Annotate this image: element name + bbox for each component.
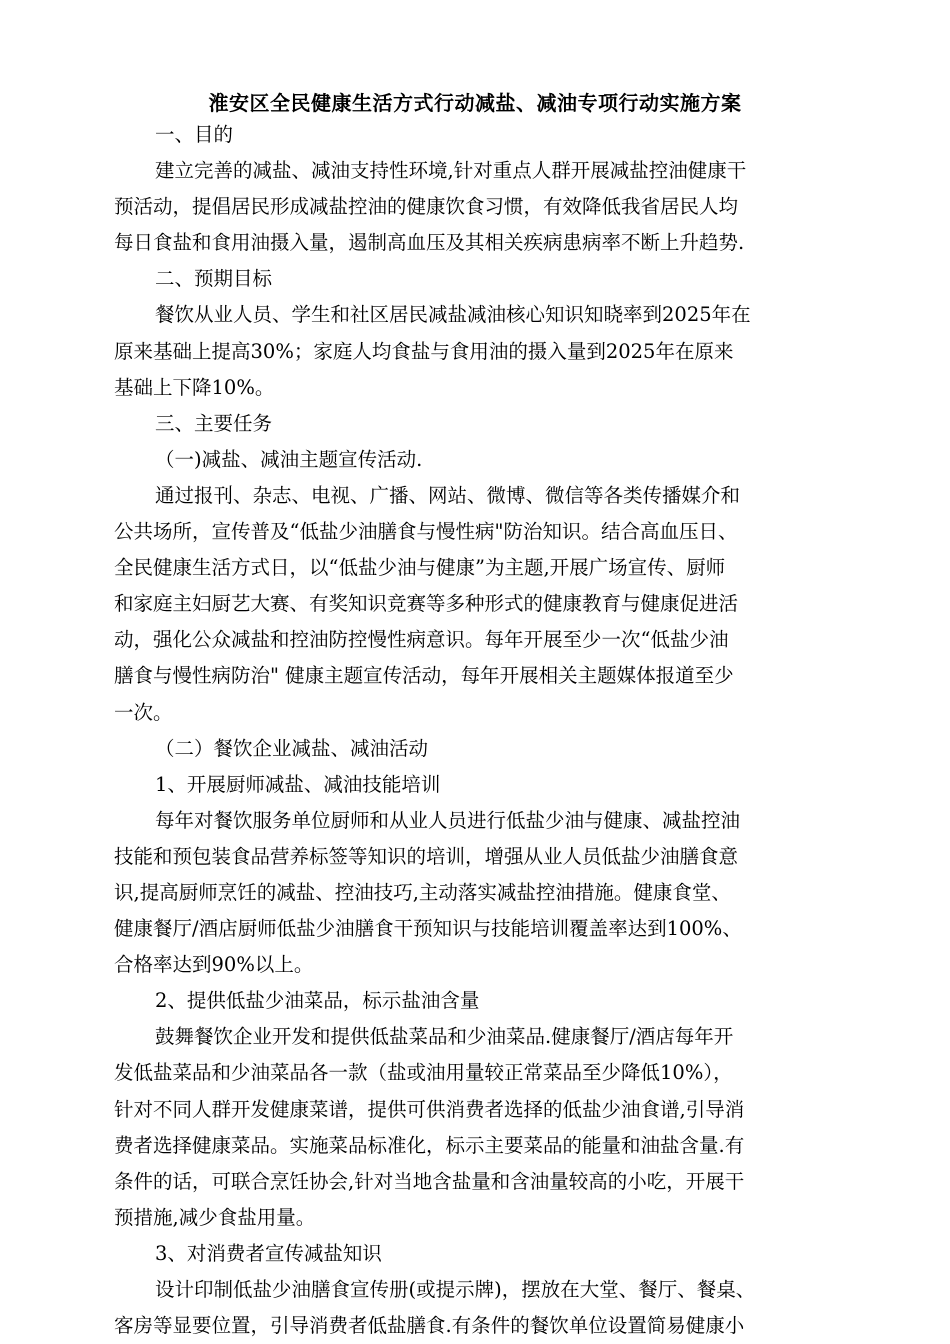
body-line: 鼓舞餐饮企业开发和提供低盐菜品和少油菜品.健康餐厅/酒店每年开: [155, 1025, 734, 1049]
body-line: 健康餐厅/酒店厨师低盐少油膳食干预知识与技能培训覆盖率达到100%、: [114, 917, 742, 941]
body-line: 3、对消费者宣传减盐知识: [155, 1241, 382, 1265]
document-title: 淮安区全民健康生活方式行动减盐、减油专项行动实施方案: [208, 91, 742, 115]
body-line: 建立完善的减盐、减油支持性环境,针对重点人群开展减盐控油健康干: [155, 159, 747, 183]
body-line: 针对不同人群开发健康菜谱，提供可供消费者选择的低盐少油食谱,引导消: [114, 1097, 745, 1121]
document-body: [114, 117, 840, 1344]
body-line: 原来基础上提高30%；家庭人均食盐与食用油的摄入量到2025年在原来: [114, 339, 734, 363]
body-line: 三、主要任务: [155, 411, 273, 435]
body-line: 一次。: [114, 700, 173, 724]
body-line: 预措施,减少食盐用量。: [114, 1205, 316, 1229]
body-line: 餐饮从业人员、学生和社区居民减盐减油核心知识知晓率到2025年在: [155, 303, 751, 327]
body-line: 2、提供低盐少油菜品，标示盐油含量: [155, 989, 480, 1013]
body-line: 动，强化公众减盐和控油防控慢性病意识。每年开展至少一次“低盐少油: [114, 628, 729, 652]
body-line: 发低盐菜品和少油菜品各一款（盐或油用量较正常菜品至少降低10%），: [114, 1061, 733, 1085]
body-line: 1、开展厨师减盐、减油技能培训: [155, 772, 441, 796]
body-line: 二、预期目标: [155, 267, 273, 291]
body-line: 合格率达到90%以上。: [114, 953, 314, 977]
body-line: 技能和预包装食品营养标签等知识的培训，增强从业人员低盐少油膳食意: [114, 844, 739, 868]
body-line: 设计印制低盐少油膳食宣传册(或提示牌)，摆放在大堂、餐厅、餐桌、: [155, 1278, 756, 1301]
body-line: 膳食与慢性病防治" 健康主题宣传活动，每年开展相关主题媒体报道至少: [114, 664, 734, 688]
body-line: 和家庭主妇厨艺大赛、有奖知识竞赛等多种形式的健康教育与健康促进活: [114, 592, 739, 616]
body-line: （二）餐饮企业减盐、减油活动: [155, 736, 429, 760]
body-line: 费者选择健康菜品。实施菜品标准化，标示主要菜品的能量和油盐含量.有: [114, 1133, 745, 1157]
body-line: 全民健康生活方式日，以“低盐少油与健康”为主题,开展广场宣传、厨师: [114, 556, 726, 580]
body-line: 公共场所，宣传普及“低盐少油膳食与慢性病"防治知识。结合高血压日、: [114, 520, 738, 544]
body-line: 预活动，提倡居民形成减盐控油的健康饮食习惯，有效降低我省居民人均: [114, 195, 739, 219]
body-line: 条件的话，可联合烹饪协会,针对当地含盐量和含油量较高的小吃，开展干: [114, 1169, 745, 1193]
body-line: 一、目的: [155, 123, 234, 146]
body-line: （一)减盐、减油主题宣传活动.: [155, 447, 423, 471]
body-line: 识,提高厨师烹饪的减盐、控油技巧,主动落实减盐控油措施。健康食堂、: [114, 880, 731, 904]
body-line: 每日食盐和食用油摄入量，遏制高血压及其相关疾病患病率不断上升趋势.: [114, 231, 745, 255]
body-line: 每年对餐饮服务单位厨师和从业人员进行低盐少油与健康、减盐控油: [155, 808, 741, 832]
body-line: 通过报刊、杂志、电视、广播、网站、微博、微信等各类传播媒介和: [155, 483, 741, 507]
body-line: 客房等显要位置，引导消费者低盐膳食.有条件的餐饮单位设置简易健康小: [114, 1314, 745, 1338]
body-line: 基础上下降10%。: [114, 375, 275, 399]
